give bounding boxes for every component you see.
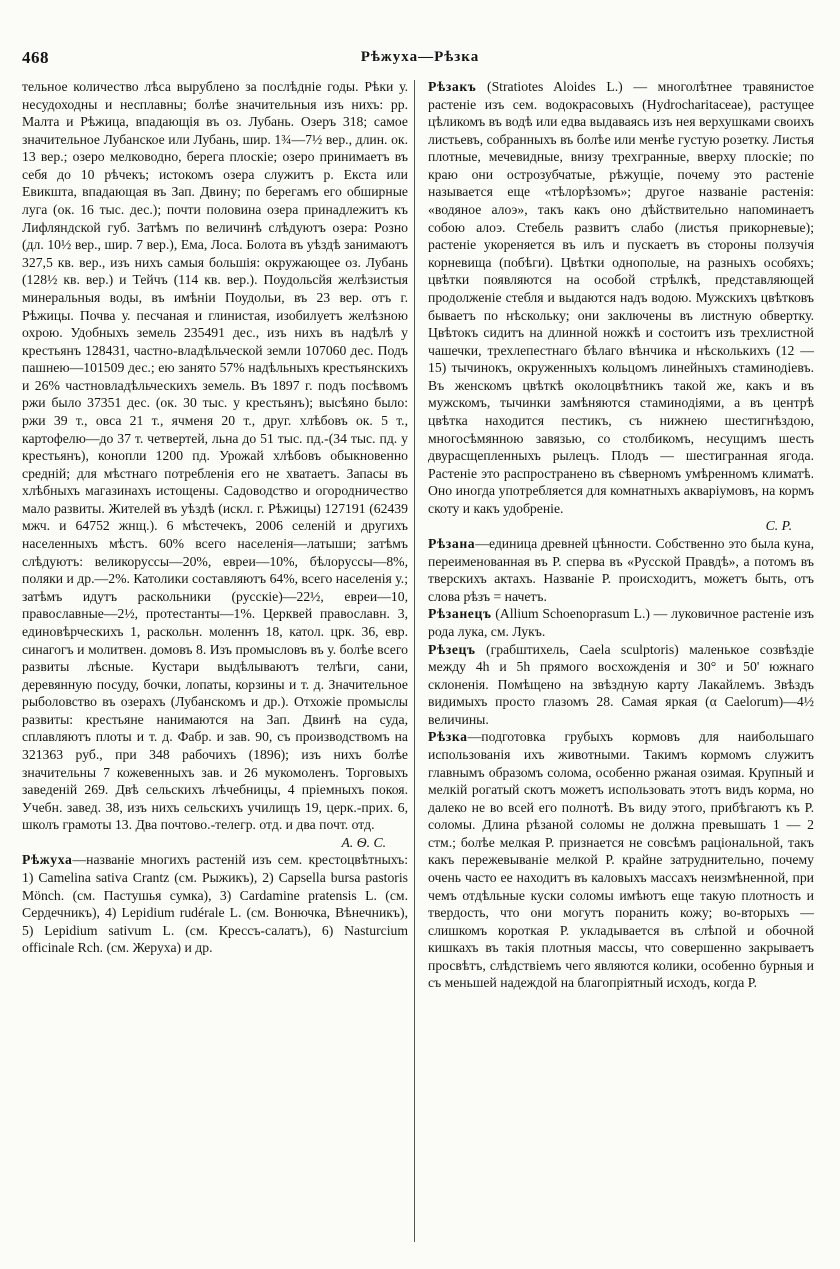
right-column — [428, 78, 814, 992]
page-header — [22, 48, 818, 74]
entry-headword: Рѣзанецъ — [428, 606, 492, 622]
left-column — [22, 78, 408, 957]
entry-headword: Рѣзецъ — [428, 641, 476, 657]
entry-rezana — [428, 535, 814, 605]
author-signature: А. Ѳ. С. — [341, 834, 386, 850]
entry-text: —названіе многихъ растеній изъ сем. крестоцвѣтныхъ: 1) Camelina sativa Crantz (см. Рыжикъ), 2) Capsella bursa pastoris Mönch. (см. Пастушья сумка), 3) Cardamine pratensis L. (см. Сердечникъ), 4) Lepidium rudérale L. (см. Вонючка, Вѣнечникъ), 5) Lepidium sativum L. (см. Крессъ-салатъ), 6) Nasturcium officinale Rch. (см. Жеруха) и др. — [22, 852, 408, 956]
entry-rezhukha — [22, 851, 408, 956]
page-number: 468 — [22, 48, 49, 67]
entry-rezets — [428, 641, 814, 729]
entry-headword: Рѣзана — [428, 536, 476, 552]
column-divider — [414, 80, 415, 1242]
author-signature: С. Р. — [765, 518, 792, 534]
entry-text: —подготовка грубыхъ кормовъ для наибольшаго использованія ихъ животными. Такимъ кормомъ служитъ главнымъ образомъ солома, особенно ржаная озимая. Крупный и мелкій рогатый скотъ можетъ использовать этотъ видъ корма, но далеко не во всей его полнотѣ. Въ виду этого, прибѣгаютъ къ Р. соломы. Длина рѣзаной соломы не должна превышать 1 — 2 стм.; болѣе мелкая Р. признается не совсѣмъ раціональной, такъ какъ пережевываніе мелкой Р. крайне затруднительно, почему очень часто ее находитъ въ каловыхъ массахъ неизмѣненной, при чемъ отдѣльные куски соломы имѣютъ еще такую плотность и твердость, что они могутъ поранить кожу; во-вторыхъ — слишкомъ короткая Р. укладывается въ слѣпой и обочной кишкахъ въ такія плотныя массы, что совершенно закрываетъ просвѣтъ, слѣдствіемъ чего являются колики, особенно бурныя и съ меньшей надеждой на благопріятный исходъ, когда Р. — [428, 729, 814, 991]
article-continuation — [22, 78, 408, 851]
entry-headword: Рѣзакъ — [428, 79, 477, 94]
entry-headword: Рѣзка — [428, 729, 468, 745]
entry-text: (Stratiotes Aloides L.) — многолѣтнее травянистое растеніе изъ сем. водокрасовыхъ (Hydrocharitaceae), растущее цѣликомъ въ водѣ или едва выдаваясь изъ нея верхушками своихъ листьевъ, собранныхъ въ болѣе или менѣе густую розетку. Листья плотные, мечевидные, внизу трехгранные, вверху плоскіе; по краю они острозубчатые, рѣжущіе, почему это растеніе называется еще «тѣлорѣзомъ»; другое названіе растенія: «водяное алоэ», такъ какъ оно дѣйствительно напоминаетъ собою алоэ. Стебель развитъ слабо (листья прикорневые); растеніе укореняется въ илъ и пускаетъ въ стороны ползучія корневища (побѣги). Цвѣтки однополые, на разныхъ особяхъ; цвѣтки появляются на особой стрѣлкѣ, представляющей продолженіе стебля и выдаются надъ водою. Мужскихъ цвѣтковъ бываетъ по нѣскольку; они заключены въ листную обвертку. Цвѣтокъ сидитъ на длинной ножкѣ и состоитъ изъ трехлистной чашечки, трехлепестнаго бѣлаго вѣнчика и нѣсколькихъ (12 — 15) тычинокъ, окруженныхъ кольцомъ линейныхъ стаминодіевъ. Въ женскомъ цвѣткѣ околоцвѣтникъ такой же, какъ и въ мужскомъ, тычинки замѣняются стаминодіями, а въ центрѣ цвѣтка находится пестикъ, съ нижнею шестигнѣздою, многосѣмянною завязью, со столбикомъ, несущимъ шесть двурасщепленныхъ рылецъ. Плодъ — шестигранная ягода. Растеніе это распространено въ сѣверномъ умѣренномъ климатѣ. Оно иногда употребляется для комнатныхъ акваріумовъ, на кормъ скоту и какъ удобреніе. — [428, 79, 814, 516]
entry-text: (Allium Schoenoprasum L.) — луковичное растеніе изъ рода лука, см. Лукъ. — [428, 606, 814, 639]
entry-headword: Рѣжуха — [22, 852, 73, 868]
article-continuation-text: тельное количество лѣса вырублено за послѣдніе годы. Рѣки у. несудоходны и несплавны; болѣе значительныя изъ нихъ: рр. Малта и Рѣжица, впадающія въ оз. Лубань. Озеръ 318; самое значительное Лубанское или Лубань, шир. 1¾—7½ вер., длин. ок. 13 вер.; озеро мелководно, берега плоскіе; озеро принимаетъ въ себя до 10 рѣчекъ; истокомъ озера служитъ р. Екста или Евикшта, впадающая въ Зап. Двину; по берегамъ его обширные луга (ок. 16 тыс. дес.); почти половина озера принадлежитъ къ Лифляндской губ. Затѣмъ по величинѣ слѣдуютъ озера: Розно (дл. 10½ вер., шир. 7 вер.), Ема, Лоса. Болота въ уѣздѣ занимаютъ 327,5 кв. вер., изъ нихъ самыя большія: окружающее оз. Лубань (128½ кв. вер.) и Тейчъ (114 кв. вер.). Поудольсйя желѣзистыя минеральныя воды, въ имѣніи Поудольи, въ 23 вер. отъ г. Рѣжицы. Почва у. песчаная и глинистая, изобилуетъ желѣзною охрою. Удобныхъ земель 235491 дес., изъ нихъ въ надѣлѣ у крестьянъ 128431, частно-владѣльческой земли 107060 дес. Подъ пашнею—101509 дес.; ею занято 57% надѣльныхъ крестьянскихъ и 26% частновладѣльческихъ земель. Въ 1897 г. подъ посѣвомъ ржи было 37351 дес. (ок. 30 тыс. у крестьянъ); высѣяно было: ржи 39 т., овса 21 т., ячменя 20 т., друг. хлѣбовъ ок. 5 т., картофелю—до 37 т. четвертей, льна до 51 тыс. пд.-(34 тыс. пд. у крестьянъ), конопли 1200 пд. Урожай хлѣбовъ обыкновенно средній; для мѣстнаго потребленія его не хватаетъ. Запасы въ хлѣбныхъ магазинахъ истощены. Садоводство и огородничество мало развиты. Жителей въ уѣздѣ (искл. г. Рѣжицы) 127191 (62439 мжч. и 64752 жнщ.). 6 мѣстечекъ, 2006 селеній и другихъ населенныхъ мѣстъ. 60% всего населенія—латыши; затѣмъ слѣдуютъ: великоруссы—20%, евреи—10%, бѣлоруссы—8%, поляки и др.—2%. Католики составляютъ 64%, всего населенія у.; затѣмъ идутъ раскольники (русскіе)—22½, евреи—10, православные—2½, протестанты—1%. Церквей православн. 3, единовѣрческихъ 1, раскольн. моленнъ 18, катол. црк. 36, евр. синагогъ и молитвен. домовъ 8. Изъ промысловъ въ у. болѣе всего развиты лѣсные. Кустари выдѣлываютъ телѣги, сани, деревянную посуду, бочки, лопаты, корзины и т. д. Значительное рыболовство въ озерахъ (Лубанскомъ и др.). Отхожіе промыслы развиты: крестьяне нанимаются на Зап. Двинѣ на суда, сплавляютъ плоты и т. д. Фабр. и зав. 90, съ производствомъ на 321363 руб., при 348 рабочихъ (1896); изъ нихъ болѣе значительны 7 кожевенныхъ зав. и 26 мукомоленъ. Торговыхъ заведеній 269. Двѣ сельскихъ лѣчебницы, 4 пріемныхъ покоя. Учебн. завед. 38, изъ нихъ сельскихъ училищъ 19, церк.-прих. 6, школъ грамоты 13. Два почтово.-телегр. отд. и два почт. отд. — [22, 79, 408, 833]
entry-rezak — [428, 78, 814, 535]
entry-text: —единица древней цѣнности. Собственно это была куна, переименованная въ Р. сперва въ «Русской Правдѣ», а потомъ въ тверскихъ актахъ. Названіе Р. происходитъ, можетъ быть, отъ слова рѣзъ = начетъ. — [428, 536, 814, 604]
entry-rezka — [428, 728, 814, 992]
entry-text: (грабштихель, Caela sculptoris) маленькое созвѣздіе между 4h и 5h прямого восхожденія и 30° и 50' южнаго склоненія. Помѣщено на звѣздную карту Лакайлемъ. Звѣздъ видимыхъ просто глазомъ 28. Самая яркая (α Caelorum)—4½ величины. — [428, 641, 814, 727]
entry-rezanets — [428, 605, 814, 640]
running-head: Рѣжуха—Рѣзка — [360, 49, 480, 65]
